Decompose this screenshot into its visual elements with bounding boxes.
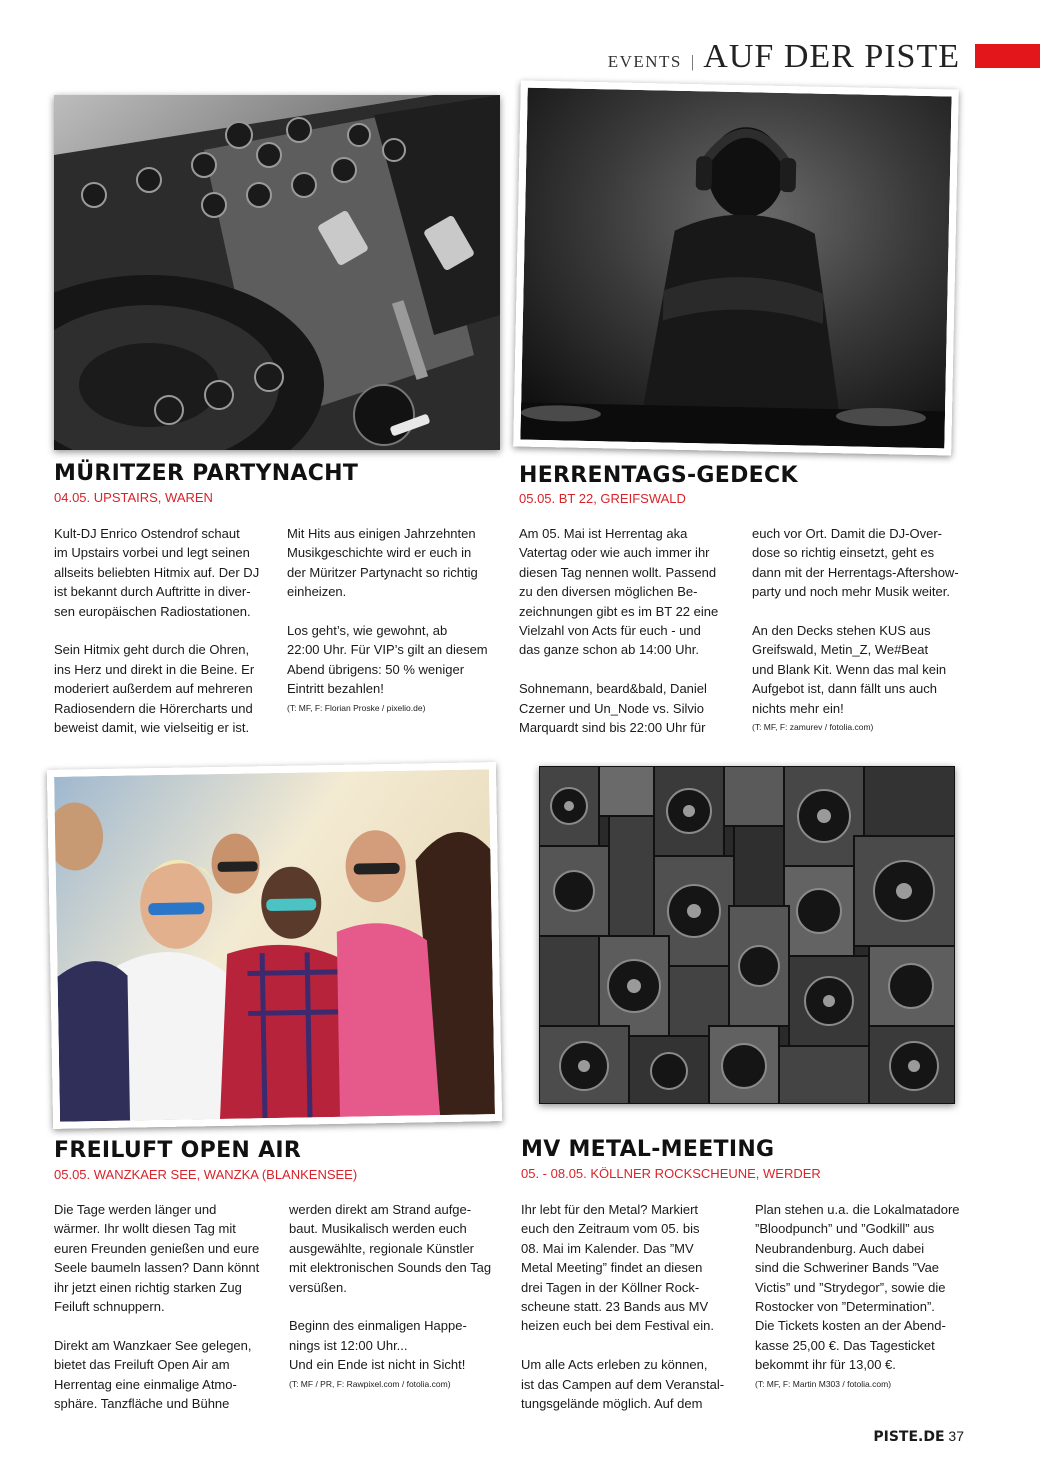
- open-air-crowd-photo: [47, 762, 502, 1129]
- body-line: Die Tage werden länger und: [54, 1202, 217, 1217]
- event-title-herrentag: HERRENTAGS-GEDECK: [519, 463, 798, 488]
- photo-credit: (T: MF, F: Martin M303 / fotolia.com): [755, 1378, 892, 1389]
- paragraph-gap: [752, 602, 967, 621]
- body-line: Victis” und ”Strydegor”, sowie die: [755, 1279, 946, 1295]
- body-line: das ganze schon ab 14:00 Uhr.: [519, 642, 699, 658]
- body-line: 08. Mai im Kalender. Das ”MV: [521, 1240, 694, 1256]
- body-line: party und noch mehr Musik weiter.: [752, 584, 950, 600]
- body-line: Seele baumeln lassen? Dann könnt: [54, 1260, 260, 1276]
- body-line: versüßen.: [289, 1279, 347, 1295]
- body-line: ”Bloodpunch” und ”Godkill” aus: [755, 1221, 935, 1237]
- body-line: sen europäischen Radiostationen.: [54, 603, 251, 619]
- body-line: allseits beliebten Hitmix auf. Der DJ: [54, 564, 260, 580]
- body-line: bekommt ihr für 13,00 €.: [755, 1357, 896, 1373]
- body-line: Kult-DJ Enrico Ostendrof schaut: [54, 526, 240, 541]
- body-line: kasse 25,00 €. Das Tagesticket: [755, 1337, 935, 1353]
- body-line: tungsgelände möglich. Auf dem: [521, 1396, 703, 1412]
- body-line: Die Tickets kosten an der Abend-: [755, 1318, 946, 1334]
- paragraph-gap: [54, 621, 269, 640]
- body-line: Um alle Acts erleben zu können,: [521, 1357, 708, 1373]
- body-line: mit elektronischen Sounds den Tag: [289, 1260, 492, 1276]
- body-line: beweist damit, wie vielseitig er ist.: [54, 720, 250, 736]
- body-line: diesen Tag nennen wollt. Passend: [519, 564, 717, 580]
- body-line: Marquardt sind bis 22:00 Uhr für: [519, 720, 706, 736]
- event-title-freiluft: FREILUFT OPEN AIR: [54, 1138, 302, 1163]
- body-line: Abend übrigens: 50 % weniger: [287, 661, 465, 677]
- body-line: Vatertag oder wie auch immer ihr: [519, 545, 710, 561]
- body-line: An den Decks stehen KUS aus: [752, 623, 931, 639]
- page-header: [608, 38, 960, 76]
- body-line: 22:00 Uhr. Für VIP’s gilt an diesem: [287, 642, 488, 658]
- paragraph-gap: [54, 1316, 269, 1335]
- event-subtitle-metal: 05. - 08.05. KÖLLNER ROCKSCHEUNE, WERDER: [521, 1166, 821, 1181]
- footer-brand: PISTE.DE: [873, 1429, 945, 1445]
- body-line: sind die Schweriner Bands ”Vae: [755, 1260, 940, 1276]
- body-line: Czerner und Un_Node vs. Silvio: [519, 700, 704, 716]
- event-body-column: [755, 1200, 970, 1391]
- body-line: Am 05. Mai ist Herrentag aka: [519, 526, 688, 541]
- body-line: ist bekannt durch Auftritte in diver-: [54, 584, 251, 600]
- body-line: Herrentag eine einmalige Atmo-: [54, 1376, 237, 1392]
- body-line: und Blank Kit. Wenn das mal kein: [752, 661, 947, 677]
- event-title-muritzer: MÜRITZER PARTYNACHT: [54, 461, 359, 486]
- body-line: wärmer. Ihr wollt diesen Tag mit: [54, 1221, 236, 1237]
- body-line: heizen euch bei dem Festival ein.: [521, 1318, 714, 1334]
- body-line: Metal Meeting” findet an diesen: [521, 1260, 703, 1276]
- body-line: Vielzahl von Acts für euch - und: [519, 623, 701, 639]
- body-line: ausgewählte, regionale Künstler: [289, 1240, 475, 1256]
- photo-credit: (T: MF / PR, F: Rawpixel.com / fotolia.com): [289, 1378, 451, 1389]
- body-line: scheune statt. 23 Bands aus MV: [521, 1299, 709, 1315]
- body-line: bietet das Freiluft Open Air am: [54, 1357, 230, 1373]
- paragraph-gap: [289, 1297, 504, 1316]
- paragraph-gap: [287, 602, 502, 621]
- page-number: 37: [948, 1428, 964, 1444]
- body-line: Los geht’s, wie gewohnt, ab: [287, 623, 448, 639]
- event-body-column: [289, 1200, 504, 1391]
- body-line: Eintritt bezahlen!: [287, 681, 384, 697]
- body-line: Greifswald, Metin_Z, We#Beat: [752, 642, 929, 658]
- speaker-wall-photo: [539, 766, 955, 1104]
- body-line: moderiert außerdem auf mehreren: [54, 681, 253, 697]
- body-line: ins Herz und direkt in die Beine. Er: [54, 661, 255, 677]
- body-line: zu den diversen möglichen Be-: [519, 584, 698, 600]
- body-line: Aufgebot ist, dann fällt uns auch: [752, 681, 938, 697]
- event-body-column: [752, 524, 967, 734]
- event-body-column: [54, 524, 269, 737]
- body-line: Sohnemann, beard&bald, Daniel: [519, 681, 707, 697]
- body-line: Musikgeschichte wird er euch in: [287, 545, 472, 561]
- header-accent-bar: [975, 44, 1040, 68]
- body-line: Sein Hitmix geht durch die Ohren,: [54, 642, 250, 658]
- body-line: euch vor Ort. Damit die DJ-Over-: [752, 526, 942, 541]
- dj-headphones-photo: [513, 80, 959, 455]
- body-line: Beginn des einmaligen Happe-: [289, 1318, 467, 1334]
- body-line: der Müritzer Partynacht so richtig: [287, 564, 478, 580]
- body-line: Ihr lebt für den Metal? Markiert: [521, 1202, 699, 1217]
- dj-controller-photo: [54, 95, 500, 450]
- body-line: Und ein Ende ist nicht in Sicht!: [289, 1357, 466, 1373]
- body-line: euch den Zeitraum vom 05. bis: [521, 1221, 700, 1237]
- event-body-column: [287, 524, 502, 715]
- body-line: dann mit der Herrentags-Aftershow-: [752, 564, 959, 580]
- body-line: Mit Hits aus einigen Jahrzehnten: [287, 526, 476, 541]
- event-title-metal: MV METAL-MEETING: [521, 1137, 775, 1162]
- event-body-column: [521, 1200, 736, 1413]
- body-line: Feiluft schnuppern.: [54, 1299, 165, 1315]
- body-line: drei Tagen in der Köllner Rock-: [521, 1279, 700, 1295]
- body-line: einheizen.: [287, 584, 347, 600]
- paragraph-gap: [521, 1336, 736, 1355]
- body-line: nings ist 12:00 Uhr...: [289, 1337, 408, 1353]
- event-subtitle-herrentag: 05.05. BT 22, GREIFSWALD: [519, 491, 686, 506]
- photo-credit: (T: MF, F: zamurev / fotolia.com): [752, 722, 874, 733]
- section-label: EVENTS: [607, 52, 682, 71]
- body-line: baut. Musikalisch werden euch: [289, 1221, 467, 1237]
- header-separator: |: [690, 52, 695, 71]
- paragraph-gap: [519, 660, 734, 679]
- body-line: euren Freunden genießen und eure: [54, 1240, 260, 1256]
- body-line: sphäre. Tanzfläche und Bühne: [54, 1396, 230, 1412]
- body-line: ist das Campen auf dem Veranstal-: [521, 1376, 725, 1392]
- page-title: AUF DER PISTE: [703, 38, 960, 75]
- body-line: Rostocker von ”Determination”.: [755, 1299, 935, 1315]
- body-line: Neubrandenburg. Auch dabei: [755, 1240, 925, 1256]
- event-subtitle-muritzer: 04.05. UPSTAIRS, WAREN: [54, 490, 213, 505]
- body-line: Radiosendern die Hörercharts und: [54, 700, 253, 716]
- event-body-column: [519, 524, 734, 737]
- body-line: Direkt am Wanzkaer See gelegen,: [54, 1337, 252, 1353]
- photo-credit: (T: MF, F: Florian Proske / pixelio.de): [287, 702, 426, 713]
- page-footer: [873, 1428, 964, 1445]
- body-line: dose so richtig einsetzt, geht es: [752, 545, 935, 561]
- body-line: ihr jetzt einen richtig starken Zug: [54, 1279, 242, 1295]
- body-line: zeichnungen gibt es im BT 22 eine: [519, 603, 719, 619]
- body-line: werden direkt am Strand aufge-: [289, 1202, 472, 1217]
- event-subtitle-freiluft: 05.05. WANZKAER SEE, WANZKA (BLANKENSEE): [54, 1167, 358, 1182]
- event-body-column: [54, 1200, 269, 1413]
- body-line: im Upstairs vorbei und legt seinen: [54, 545, 250, 561]
- body-line: Plan stehen u.a. die Lokalmatadore: [755, 1202, 960, 1217]
- body-line: nichts mehr ein!: [752, 700, 844, 716]
